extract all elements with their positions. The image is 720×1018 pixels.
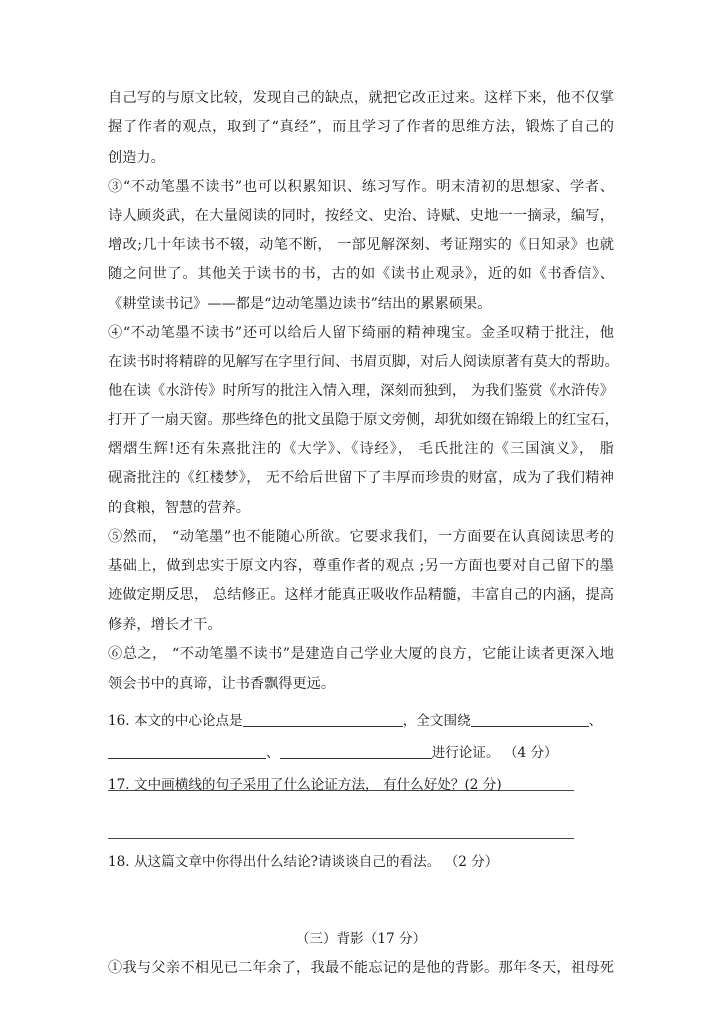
answer-blank-point-1[interactable] bbox=[471, 712, 589, 727]
question-16-line-2 bbox=[108, 743, 614, 763]
text-line-8: 《耕堂读书记》——都是“边动笔墨边读书”结出的累累硕果。 bbox=[108, 296, 492, 312]
question-18: 18. 从这篇文章中你得出什么结论?请谈谈自己的看法。 （2 分） bbox=[108, 854, 499, 870]
text-line-1: 自己写的与原文比较，发现自己的缺点，就把它改正过来。这样下来，他不仅掌 bbox=[108, 90, 614, 106]
answer-blank-point-3[interactable] bbox=[280, 744, 432, 759]
question-16-line-1 bbox=[108, 711, 614, 731]
answer-blank-point-2[interactable] bbox=[108, 744, 266, 759]
text-line-20: ⑥总之， “不动笔墨不读书”是建造自己学业大厦的良方，它能让读者更深入地 bbox=[108, 646, 614, 662]
text-line-13: 熠熠生辉!还有朱熹批注的《大学》、《诗经》， 毛氏批注的《三国演义》， 脂 bbox=[108, 441, 614, 457]
question-16-sep: 、 bbox=[266, 745, 280, 761]
text-line-11: 他在读《水浒传》时所写的批注入情入理，深刻而独到， 为我们鉴赏《水浒传》 bbox=[108, 383, 614, 399]
text-line-5: 诗人顾炎武，在大量阅读的同时，按经文、史治、诗赋、史地一一摘录，编写， bbox=[108, 208, 614, 224]
question-16-suffix: 进行论证。 （4 分） bbox=[431, 745, 558, 761]
text-line-14: 砚斋批注的《红楼梦》， 无不给后世留下了丰厚而珍贵的财富，成为了我们精神 bbox=[108, 470, 614, 486]
question-16-comma: 、 bbox=[588, 713, 603, 729]
text-line-16: ⑤然而， “动笔墨”也不能随心所欲。它要求我们，一方面要在认真阅读思考的 bbox=[108, 529, 614, 545]
text-line-4: ③“不动笔墨不读书”也可以积累知识、练习写作。明末清初的思想家、学者、 bbox=[108, 179, 614, 195]
text-line-17: 基础上，做到忠实于原文内容，尊重作者的观点 ;另一方面也要对自己留下的墨 bbox=[108, 558, 614, 574]
text-line-21: 领会书中的真谛，让书香飘得更远。 bbox=[108, 676, 336, 692]
text-line-19: 修养，增长才干。 bbox=[108, 617, 222, 633]
answer-line-q17[interactable] bbox=[108, 838, 574, 839]
answer-line-q17-inline[interactable] bbox=[108, 790, 574, 791]
text-line-9: ④“不动笔墨不读书”还可以给后人留下绮丽的精神瑰宝。金圣叹精于批注，他 bbox=[108, 325, 614, 341]
question-16-mid: ，全文围绕 bbox=[402, 713, 471, 729]
text-line-18: 迹做定期反思， 总结修正。这样才能真正吸收作品精髓，丰富自己的内涵，提高 bbox=[108, 587, 614, 603]
section-title: （三）背影（17 分） bbox=[295, 931, 427, 947]
text-line-12: 打开了一扇天窗。那些绛色的批文虽隐于原文旁侧，却犹如缀在锦缎上的红宝石， bbox=[108, 412, 619, 428]
text-line-2: 握了作者的观点，取到了“真经”，而且学习了作者的思维方法，锻炼了自己的 bbox=[108, 119, 614, 135]
answer-blank-thesis[interactable] bbox=[243, 712, 403, 727]
question-17: 17. 文中画横线的句子采用了什么论证方法， 有什么好处？(2 分) bbox=[108, 777, 502, 793]
question-16-prefix: 16. 本文的中心论点是 bbox=[108, 713, 243, 729]
text-line-10: 在读书时将精辟的见解写在字里行间、书眉页脚，对后人阅读原著有莫大的帮助。 bbox=[108, 354, 619, 370]
text-line-7: 随之问世了。其他关于读书的书，古的如《读书止观录》，近的如《书香信》、 bbox=[108, 266, 614, 282]
text-line-last: ①我与父亲不相见已二年余了，我最不能忘记的是他的背影。那年冬天，祖母死 bbox=[108, 960, 614, 976]
text-line-15: 的食粮，智慧的营养。 bbox=[108, 500, 250, 516]
text-line-6: 增改;几十年读书不辍，动笔不断， 一部见解深刻、考证翔实的《日知录》也就 bbox=[108, 237, 614, 253]
text-line-3: 创造力。 bbox=[108, 150, 165, 166]
